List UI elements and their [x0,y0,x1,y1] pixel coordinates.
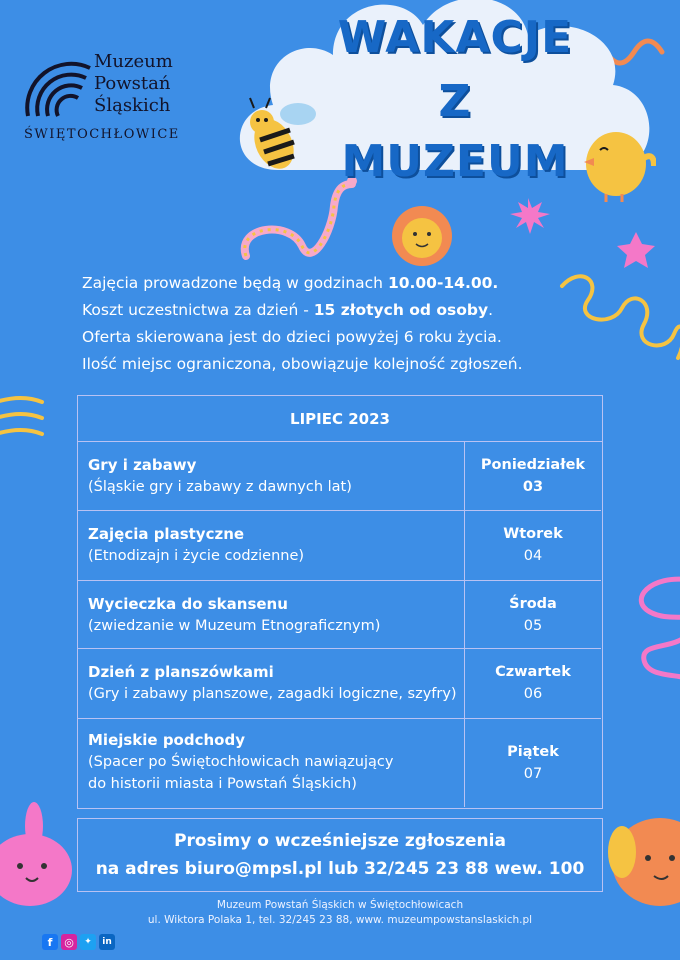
title-line-3: MUZEUM [341,136,569,187]
contact-line-2[interactable]: na adres biuro@mpsl.pl lub 32/245 23 88 wew. 100 [95,859,585,879]
pink-coil [641,579,680,682]
logo-line-2: Powstań [94,73,171,94]
title-line-1: WAKACJE [337,12,573,63]
table-row [78,511,601,581]
title-line-2: Z [438,76,472,127]
activity-desc: (Gry i zabawy planszowe, zagadki logiczne, szyfry) [88,686,457,702]
activity-title: Gry i zabawy [88,456,197,474]
activity-desc: (zwiedzanie w Muzeum Etnograficznym) [88,618,381,634]
activity-title: Dzień z planszówkami [88,663,274,681]
table-row [78,649,601,719]
day-date: 06 [523,686,543,702]
twitter-icon[interactable]: ✦ [80,934,96,950]
day-name: Czwartek [495,664,571,680]
facebook-icon[interactable]: f [42,934,58,950]
day-name: Wtorek [503,526,563,542]
pink-star [617,232,655,268]
table-row [78,581,601,649]
day-date: 04 [523,548,543,564]
intro-text [82,270,602,378]
intro-hours: Zajęcia prowadzone będą w godzinach 10.00-14.00. [82,274,499,292]
intro-limit: Ilość miejsc ograniczona, obowiązuje kolejność zgłoszeń. [82,355,523,373]
footer [90,898,590,928]
activity-desc: (Etnodizajn i życie codzienne) [88,548,305,564]
logo-line-3: Śląskich [94,95,171,116]
day-date: 03 [522,479,544,495]
activity-desc-2: do historii miasta i Powstań Śląskich) [88,776,357,792]
logo-city: ŚWIĘTOCHŁOWICE [24,127,180,142]
schedule-table [77,395,603,809]
contact-box [77,818,603,892]
intro-age: Oferta skierowana jest do dzieci powyżej 6 roku życia. [82,328,502,346]
schedule-month: LIPIEC 2023 [78,396,602,442]
day-name: Poniedziałek [480,457,586,473]
activity-desc: (Śląskie gry i zabawy z dawnych lat) [88,479,352,495]
logo-line-1: Muzeum [94,51,173,72]
yellow-lines-left [0,398,42,434]
day-name: Piątek [507,744,559,760]
intro-cost: Koszt uczestnictwa za dzień - 15 złotych od osoby. [82,301,494,319]
activity-title: Zajęcia plastyczne [88,525,245,543]
day-date: 05 [523,618,543,634]
linkedin-icon[interactable]: in [99,934,115,950]
activity-title: Wycieczka do skansenu [88,595,288,613]
activity-title: Miejskie podchody [88,731,245,749]
logo-arcs-icon [24,50,94,120]
contact-line-1: Prosimy o wcześniejsze zgłoszenia [174,831,506,851]
day-name: Środa [509,596,557,612]
museum-logo[interactable] [24,50,204,150]
social-links [42,934,115,950]
instagram-icon[interactable]: ◎ [61,934,77,950]
footer-address-1: Muzeum Powstań Śląskich w Świętochłowicach [216,899,464,911]
activity-desc: (Spacer po Świętochłowicach nawiązujący [88,754,394,770]
day-date: 07 [523,766,543,782]
table-row [78,442,601,511]
table-row [78,719,601,807]
footer-address-2[interactable]: ul. Wiktora Polaka 1, tel. 32/245 23 88, www. muzeumpowstanslaskich.pl [147,914,533,926]
